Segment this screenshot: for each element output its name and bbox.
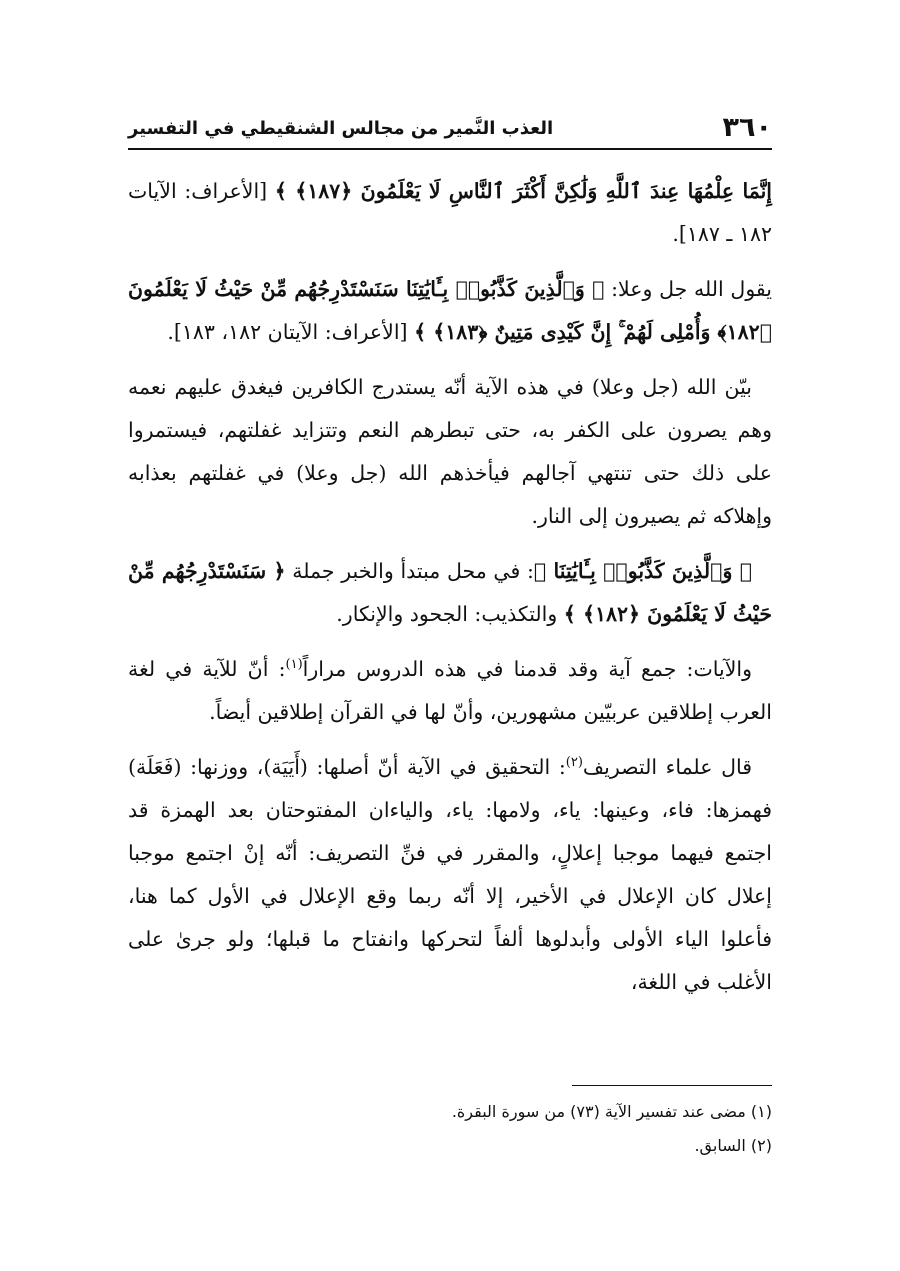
footnote-number: (١) [750,1102,772,1121]
quran-verse: ﴿ وَٱلَّذِينَ كَذَّبُوا۟ بِـَٔايَٰتِنَا سَنَسْتَدْرِجُهُم مِّنْ حَيْثُ لَا يَعْلَمُونَ ﴿١٨٢﴾ وَأُمْلِى لَهُمْ ۚ إِنَّ كَيْدِى مَتِينٌ ﴿١٨٣﴾ ﴾ [128,277,772,344]
quran-verse: ﴿ سَنَسْتَدْرِجُهُم مِّنْ حَيْثُ لَا يَعْلَمُونَ ﴿١٨٢﴾ ﴾ [128,559,772,626]
paragraph-text: : التحقيق في الآية أنّ أصلها: (أَيَيَة)، ووزنها: (فَعَلَة) فهمزها: فاء، وعينها: ياء، ولامها: ياء، والياءان المفتوحتان بعد الهمزة قد اجتمع فيهما موجبا إعلالٍ، والمقرر في فنِّ التصريف: أنّه إنْ اجتمع موجبا إعلال كان الإعلال في الأخير، إلا أنّه ربما وقع الإعلال في الأول كما هنا، فأعلوا الياء الأولى وأبدلوها ألفاً لتحركها وانفتاح ما قبلها؛ ولو جرىٰ على الأغلب في اللغة، [128,755,772,994]
paragraph [128,648,772,734]
paragraph [128,170,772,256]
paragraph-text: : في محل مبتدأ والخبر جملة [285,559,534,583]
paragraph [128,268,772,354]
paragraph [128,746,772,1004]
page-header [128,108,772,150]
footnote-ref: (١) [285,657,303,673]
paragraph-text: والتكذيب: الجحود والإنكار. [336,602,564,626]
footnote-ref: (٢) [565,755,583,771]
quran-verse: إِنَّمَا عِلْمُهَا عِندَ ٱللَّهِ وَلَٰكِنَّ أَكْثَرَ ٱلنَّاسِ لَا يَعْلَمُونَ ﴿١٨٧﴾ ﴾ [274,179,772,203]
footnote-text: مضى عند تفسير الآية (٧٣) من سورة البقرة. [451,1102,746,1121]
footnote-text: السابق. [694,1136,746,1155]
footnote-divider [572,1085,772,1086]
paragraph-text: بيّن الله (جل وعلا) في هذه الآية أنّه يستدرج الكافرين فيغدق عليهم نعمه وهم يصرون على الكفر به، حتى تبطرهم النعم وتتزايد غفلتهم، فيستمروا على ذلك حتى تنتهي آجالهم فيأخذهم الله (جل وعلا) في غفلتهم بعذابه وإهلاكه ثم يصيرون إلى النار. [128,375,772,528]
paragraph-text: [الأعراف: الآيتان ١٨٢، ١٨٣]. [167,320,415,344]
paragraph-text: : أنّ للآية في لغة العرب إطلاقين عربيّين مشهورين، وأنّ لها في القرآن إطلاقين أيضاً. [128,657,772,724]
paragraph [128,366,772,538]
paragraph-text: [الأعراف: الآيات ١٨٢ ـ ١٨٧]. [128,179,772,246]
paragraph-text: والآيات: جمع آية وقد قدمنا في هذه الدروس مراراً [302,657,752,681]
paragraph-text: يقول الله جل وعلا: [604,277,772,301]
footnotes [128,1095,772,1163]
paragraph-text: قال علماء التصريف [582,755,753,779]
running-title: العذب النَّمير من مجالس الشنقيطي في التفسير [128,118,554,139]
page-number: ٣٦٠ [722,112,772,143]
footnote-number: (٢) [750,1136,772,1155]
paragraph [128,550,772,636]
main-text [128,170,772,1016]
footnote [128,1095,772,1129]
footnote [128,1129,772,1163]
quran-verse: ﴿ وَٱلَّذِينَ كَذَّبُوا۟ بِـَٔايَٰتِنَا ﴾ [533,559,753,583]
